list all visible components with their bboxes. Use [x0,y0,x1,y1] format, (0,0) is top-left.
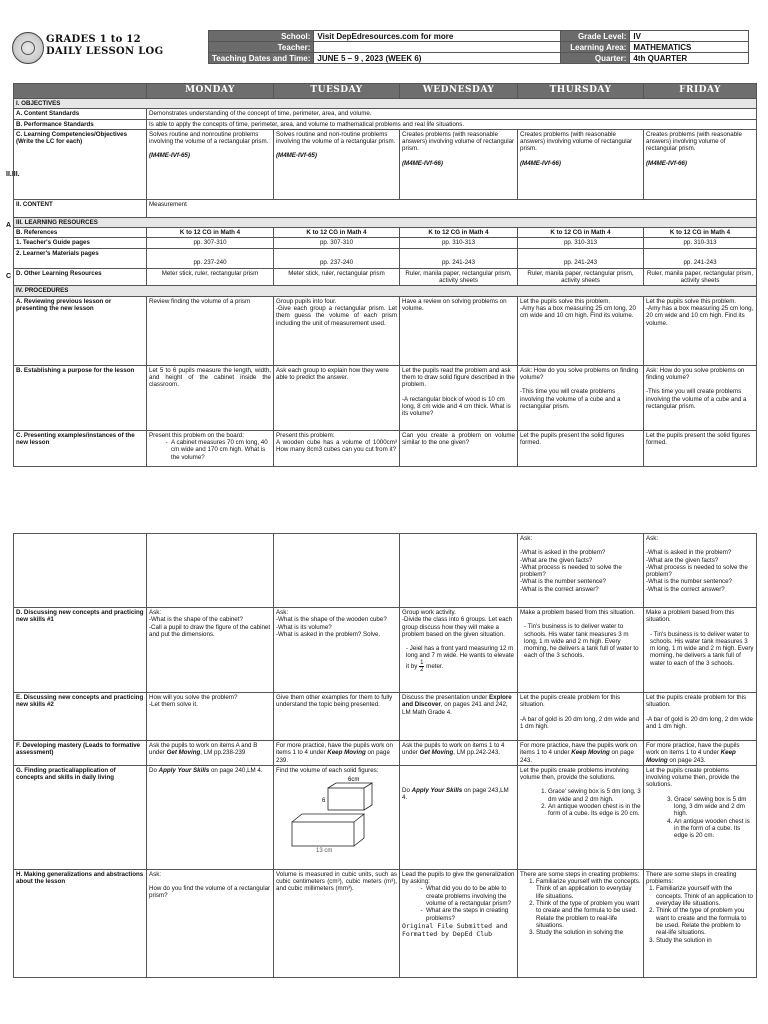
continuation-friday [644,534,757,608]
lesson-log-table-page-2 [13,533,757,978]
question: -What are the given facts? [646,556,719,564]
tg-monday: pp. 307-310 [147,238,274,248]
dimension-label-top: 6cm [348,777,360,784]
text: -A bar of gold is 20 dm long, 2 dm wide and 1 dm high. [646,715,753,730]
procedure-c-friday: Let the pupils present the solid figures formed. [644,430,757,466]
lc-text: Creates problems (with reasonable answers) involving volume of rectangular prism. [646,130,742,153]
quarter-label: Quarter: [561,53,630,64]
procedure-b-thursday [518,365,644,430]
text: on page 243. [520,749,634,764]
references-friday: K to 12 CG in Math 4 [644,228,757,238]
list-item: - What are the steps in creating problems? [426,907,515,922]
procedure-d-friday [644,608,757,693]
text: -A bar of gold is 20 dm long, 2 dm wide and 1 dm high. [520,715,640,730]
list-item: 3. Study the solution in solving the [536,929,641,936]
procedure-e-friday [644,693,757,741]
question: -What is asked in the problem? [520,549,606,557]
procedure-f-thursday [518,741,644,766]
procedure-b-tuesday: Ask each group to explain how they were able to predict the answer. [274,365,400,430]
text: Keep Moving [327,749,366,757]
question: -What process is needed to solve the problem? [520,563,622,579]
question: -What is the number sentence? [646,578,732,586]
procedure-c-row [14,430,757,466]
content-standards-text: Demonstrates understanding of the concept of time, perimeter, area, and volume. [147,109,757,119]
text: Ask the pupils to work on items A and B under [149,742,258,757]
text: Get Moving [419,749,454,757]
procedure-g-monday [147,765,274,869]
teachers-guide-label: 1. Teacher's Guide pages [14,238,147,248]
text: Do [149,766,157,774]
solid-figures-drawing [276,774,396,852]
text: on page 240,LM 4. [210,766,263,774]
procedure-e-thursday [518,693,644,741]
list-item: - What did you do to be able to create problems involving the volume of a rectangular prism? [426,885,515,907]
references-label: B. References [14,228,147,238]
text: Keep Moving [646,749,736,764]
procedure-a-label: A. Reviewing previous lesson or presenting the new lesson [14,296,147,365]
references-thursday: K to 12 CG in Math 4 [518,228,644,238]
text: , LM pp.242-243. [453,749,501,757]
teacher-value [314,42,561,53]
document-title [46,34,163,58]
text: Ask: [646,535,659,542]
text: Ask: [520,535,533,542]
text: , LM pp.238-239 [200,749,246,757]
large-prism-shape [292,814,364,846]
procedure-a-row [14,296,757,365]
procedure-f-tuesday [274,741,400,766]
teacher-label: Teacher: [209,42,314,53]
day-tuesday: TUESDAY [274,84,400,99]
text: Let the pupils create problems involving volume then, provide the solutions. [520,766,629,782]
text: Discuss the presentation under [402,694,488,701]
other-monday: Meter stick, ruler, rectangular prism [147,268,274,286]
text: Ask: How do you solve problems on finding volume? [520,366,639,381]
procedure-c-monday [147,430,274,466]
learning-resources-row [14,217,757,227]
performance-standards-row [14,119,757,129]
list-item: 4. An antique wooden chest is in the form of a cube. Its edge is 20 cm. [674,818,754,840]
learning-resources-heading: III. LEARNING RESOURCES [14,217,757,227]
question: -What are the given facts? [520,556,593,564]
lesson-log-table-page-1 [13,83,757,467]
question: -What is the correct answer? [646,585,725,593]
dates-value: JUNE 5 – 9 , 2023 (WEEK 6) [314,53,561,64]
text: on page 243,LM 4. [402,786,509,802]
title-line-1: GRADES 1 to 12 [46,34,141,45]
procedure-h-tuesday: Volume is measured in cubic units, such as cubic centimeters (cm³), cubic meters (m³), and cubic millimeters (mm³). [274,869,400,977]
procedure-f-label: F. Developing mastery (Leads to formative assessment) [14,741,147,766]
other-wednesday: Ruler, manila paper, rectangular prism, activity sheets [400,268,518,286]
text: There are some steps in creating problems: [646,870,737,886]
text: Ask: [149,870,162,878]
procedure-e-label: E. Discussing new concepts and practicing new skills #2 [14,693,147,741]
procedure-h-friday [644,869,757,977]
text: Apply Your Skills [158,766,210,774]
performance-standards-text: Is able to apply the concepts of time, perimeter, area, and volume to mathematical problems and real life situations. [147,119,757,129]
procedure-g-wednesday [400,765,518,869]
procedure-a-tuesday: Group pupils into four. -Give each group a rectangular prism. Let them guess the volume of each prism including the unit of measurement used. [274,296,400,365]
grade-value: IV [630,31,749,42]
continuation-row [14,534,757,608]
list-item: 2. Think of the type of problem you want to create and the formula to be used. Relate the problem to real-life situations. [536,900,641,929]
text: - Jeiel has a front yard measuring 12 m long and 7 m wide. He wants to elevate it by [406,645,515,670]
text: , on pages 241 and 242, LM Math Grade 4. [402,701,508,716]
learners-materials-row [14,248,757,268]
procedures-row [14,286,757,296]
fraction-denominator: 2 [420,666,424,673]
learning-competencies-row [14,129,757,199]
procedure-h-wednesday [400,869,518,977]
dimension-label-bottom: 13 cm [316,848,333,853]
procedure-f-friday [644,741,757,766]
references-tuesday: K to 12 CG in Math 4 [274,228,400,238]
text: on page 239. [276,749,390,764]
procedure-e-row [14,693,757,741]
question: -What is asked in the problem? [646,549,732,557]
area-label: Learning Area: [561,42,630,53]
procedure-h-row [14,869,757,977]
text: Make a problem based from this situation. [520,609,635,616]
text: -This time you will create problems involving the volume of a cube and a rectangular prism. [646,388,747,410]
lc-tuesday [274,129,400,199]
question: -What is the correct answer? [520,585,599,593]
teachers-guide-row [14,238,757,248]
other-tuesday: Meter stick, ruler, rectangular prism [274,268,400,286]
lm-tuesday: pp. 237-240 [274,248,400,268]
deped-seal-icon [12,32,44,64]
small-prism-shape [328,783,372,810]
procedure-e-tuesday: Give them other examples for them to fully understand the topic being presented. [274,693,400,741]
text: -A rectangular block of wood is 10 cm long, 8 cm wide and 4 cm thick. What is its volume? [402,395,511,418]
school-value: Visit DepEdresources.com for more [314,31,561,42]
grade-label: Grade Level: [561,31,630,42]
text: on page 243. [669,756,706,764]
procedure-h-label: H. Making generalizations and abstractions about the lesson [14,869,147,977]
procedure-g-label: G. Finding practical/application of concepts and skills in daily living [14,765,147,869]
list-item: 3. Grace' sewing box is 5 dm long, 3 dm wide and 2 dm high. [674,796,754,818]
procedure-f-monday [147,741,274,766]
lm-monday: pp. 237-240 [147,248,274,268]
text: Ask: How do you solve problems on finding volume? [646,366,745,381]
list-item: 2. Think of the type of problem you want to create and the formula to be used. Relate the problem to real-life situations. [656,907,754,936]
procedure-g-tuesday [274,765,400,869]
procedure-e-monday: How will you solve the problem? -Let them solve it. [147,693,274,741]
lc-code: (M4ME-IVf-65) [276,152,317,160]
header-info-table [208,30,749,64]
procedure-h-thursday [518,869,644,977]
lm-friday: pp. 241-243 [644,248,757,268]
procedure-a-friday: Let the pupils solve this problem. -Amy has a box measuring 25 cm long, 20 cm wide and 10 cm high. Find its volume. [644,296,757,365]
procedure-b-row [14,365,757,430]
objectives-row [14,99,757,109]
procedure-g-thursday [518,765,644,869]
other-resources-row [14,268,757,286]
procedure-d-monday: Ask: -What is the shape of the cabinet? -Call a pupil to draw the figure of the cabinet and put the dimensions. [147,608,274,693]
lc-text: Creates problems (with reasonable answers) involving volume of rectangular prism. [402,130,515,153]
references-row [14,228,757,238]
tg-tuesday: pp. 307-310 [274,238,400,248]
text: Get Moving [166,749,201,757]
fraction [419,660,424,673]
title-line-2: DAILY LESSON LOG [46,46,164,57]
text: Do [402,786,410,794]
procedure-b-monday: Let 5 to 6 pupils measure the length, width, and height of the cabinet inside the classroom. [147,365,274,430]
text: Lead the pupils to give the generalization by asking: [402,870,515,886]
procedure-d-wednesday [400,608,518,693]
lc-monday [147,129,274,199]
list-item: 3. Study the solution in [656,937,754,944]
text: For more practice, have the pupils work on items 1 to 4 under [646,742,740,757]
text: Find the volume of each solid figures: [276,766,379,774]
procedure-c-thursday: Let the pupils present the solid figures formed. [518,430,644,466]
day-thursday: THURSDAY [518,84,644,99]
lc-text: Solves routine and nonroutine problems involving the volume of a rectangular prism. [149,130,269,146]
learners-materials-label: 2. Learner's Materials pages [14,248,147,268]
lc-thursday [518,129,644,199]
text: meter. [426,662,444,670]
text: - Tin's business is to deliver water to schools. His water tank measures 3 m long, 1 m wide and 2 m high. Every morning, he delivers a tank full of water to each of the 3 schools. [524,623,639,660]
text: Let the pupils create problem for this situation. [520,694,621,709]
text: Keep Moving [571,749,610,757]
list-item: - A cabinet measures 70 cm long, 40 cm wide and 170 cm high. What is the volume? [171,439,271,461]
text: There are some steps in creating problems: [520,870,640,878]
text: Make a problem based from this situation. [646,609,735,624]
other-friday: Ruler, manila paper, rectangular prism, activity sheets [644,268,757,286]
procedure-d-row [14,608,757,693]
procedure-b-friday [644,365,757,430]
question: -What process is needed to solve the problem? [646,563,748,579]
procedure-f-row [14,741,757,766]
text: Apply Your Skills [411,786,463,794]
text: -This time you will create problems involving the volume of a cube and a rectangular prism. [520,388,621,410]
lc-wednesday [400,129,518,199]
procedure-d-label: D. Discussing new concepts and practicing new skills #1 [14,608,147,693]
content-text: Measurement [147,199,757,217]
references-wednesday: K to 12 CG in Math 4 [400,228,518,238]
school-label: School: [209,31,314,42]
procedure-g-row [14,765,757,869]
day-friday: FRIDAY [644,84,757,99]
content-row [14,199,757,217]
area-value: MATHEMATICS [630,42,749,53]
day-header-row [14,84,757,99]
procedure-f-wednesday [400,741,518,766]
procedure-a-monday: Review finding the volume of a prism [147,296,274,365]
continuation-thursday [518,534,644,608]
tg-wednesday: pp. 310-313 [400,238,518,248]
text: Explore and Discover [402,694,512,709]
text: For more practice, have the pupils work on items 1 to 4 under [276,742,393,757]
procedure-b-label: B. Establishing a purpose for the lesson [14,365,147,430]
day-monday: MONDAY [147,84,274,99]
lm-thursday: pp. 241-243 [518,248,644,268]
lc-text: Solves routine and non-routine problems involving the volume of a rectangular prism. [276,130,396,146]
lc-code: (M4ME-IVf-66) [646,159,687,167]
procedure-a-thursday: Let the pupils solve this problem. -Amy has a box measuring 25 cm long, 20 cm wide and 10 cm high. Find its volume. [518,296,644,365]
tg-friday: pp. 310-313 [644,238,757,248]
content-standards-label: A. Content Standards [14,109,147,119]
other-resources-label: D. Other Learning Resources [14,268,147,286]
day-wednesday: WEDNESDAY [400,84,518,99]
quarter-value: 4th QUARTER [630,53,749,64]
document-header [10,30,758,65]
procedure-c-label: C. Presenting examples/instances of the new lesson [14,430,147,466]
list-item: 1. Grace' sewing box is 5 dm long, 3 dm wide and 2 dm high. [548,788,641,803]
watermark-line-1: Original File Submitted and [402,921,508,930]
lc-text: Creates problems (with reasonable answers) involving volume of rectangular prism. [520,130,633,153]
procedure-b-wednesday [400,365,518,430]
procedure-c-wednesday: Can you create a problem on volume similar to the one given? [400,430,518,466]
tg-thursday: pp. 310-313 [518,238,644,248]
text: - Tin's business is to deliver water to schools. His water tank measures 3 m long, 1 m wide and 2 m high. Every morning, he delivers a tank full of water to each of the 3 schools. [650,630,754,667]
side-mark-a: A [6,222,12,229]
lc-code: (M4ME-IVf-65) [149,152,190,160]
text: Let the pupils read the problem and ask them to draw solid figure described in the problem. [402,366,515,389]
content-standards-row [14,109,757,119]
procedure-g-friday [644,765,757,869]
procedure-d-thursday [518,608,644,693]
references-monday: K to 12 CG in Math 4 [147,228,274,238]
other-thursday: Ruler, manila paper, rectangular prism, activity sheets [518,268,644,286]
text: Let the pupils create problem for this situation. [646,694,747,709]
procedure-d-tuesday: Ask: -What is the shape of the wooden cube? -What is its volume? -What is asked in the problem? Solve. [274,608,400,693]
performance-standards-label: B. Performance Standards [14,119,147,129]
procedure-e-wednesday [400,693,518,741]
procedure-a-wednesday: Have a review on solving problems on volume. [400,296,518,365]
list-item: 1. Familiarize yourself with the concepts. Think of an application to everyday life situations. [656,885,754,907]
lc-code: (M4ME-IVf-66) [402,159,443,167]
list-item: 1. Familiarize yourself with the concepts. Think of an application to everyday life situations. [536,878,641,900]
content-label: II. CONTENT [14,199,147,217]
learning-competencies-label: C. Learning Competencies/Objectives (Write the LC for each) [14,129,147,199]
objectives-heading: I. OBJECTIVES [14,99,757,109]
text: For more practice, have the pupils work on items 1 to 4 under [520,742,637,757]
list-item: 2. An antique wooden chest is in the form of a cube. Its edge is 20 cm. [548,803,641,818]
procedure-c-tuesday: Present this problem: A wooden cube has a volume of 1000cm³ How many 8cm3 cubes can you cut from it? [274,430,400,466]
question: -What is the number sentence? [520,578,606,586]
procedure-h-monday [147,869,274,977]
lc-code: (M4ME-IVf-66) [520,159,561,167]
text: How do you find the volume of a rectangular prism? [149,885,271,900]
dimension-label-side: 6 [322,798,326,805]
watermark-line-2: Formatted by DepEd Club [402,929,493,938]
lm-wednesday: pp. 241-243 [400,248,518,268]
side-mark-ii: II.III. [6,171,20,178]
lc-friday [644,129,757,199]
fraction-numerator: 1 [420,659,424,666]
text: Present this problem on the board: [149,431,244,439]
text: Group work activity. -Divide the class into 6 groups. Let each group discuss how they will make a problem based on the given situation. [402,609,513,638]
text: Ask the pupils to work on items 1 to 4 under [402,742,505,757]
procedures-heading: IV. PROCEDURES [14,286,757,296]
side-mark-c: C [6,273,12,280]
text: Let the pupils create problems involving volume then, provide the solutions. [646,766,740,789]
dates-label: Teaching Dates and Time: [209,53,314,64]
